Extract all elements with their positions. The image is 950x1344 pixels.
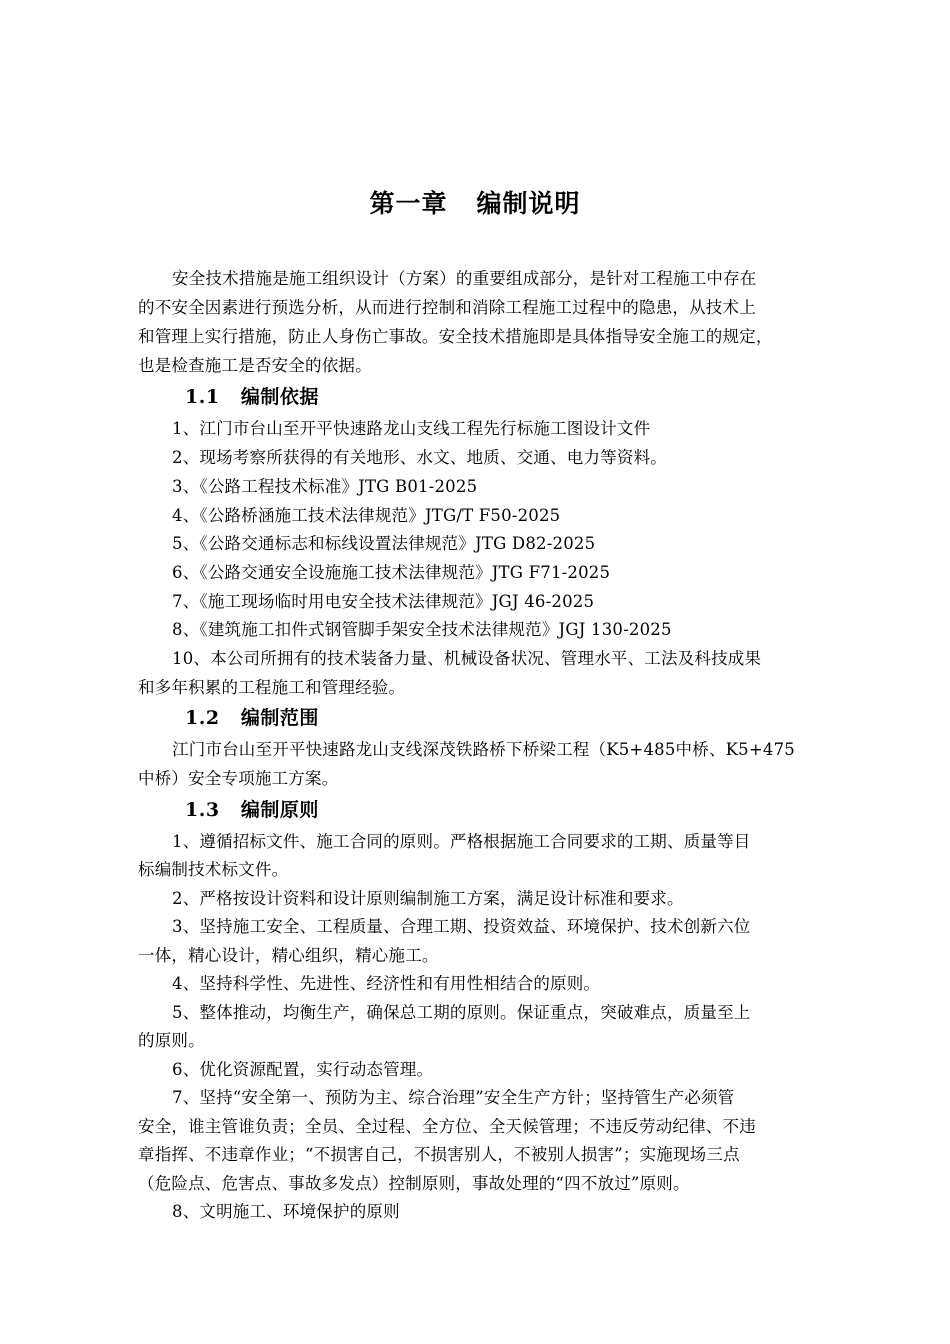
chapter-title: 第一章 编制说明 (369, 189, 581, 218)
principle-line: 安全，谁主管谁负责；全员、全过程、全方位、全天候管理；不违反劳动纪律、不违 (138, 1117, 756, 1136)
section-heading-1-3: 1.3 编制原则 (185, 799, 319, 821)
intro-line: 也是检查施工是否安全的依据。 (138, 356, 372, 375)
section-heading-1-2: 1.2 编制范围 (185, 707, 319, 729)
basis-item: 6、《公路交通安全设施施工技术法律规范》JTG F71-2025 (172, 563, 611, 582)
basis-item: 10、本公司所拥有的技术装备力量、机械设备状况、管理水平、工法及科技成果 (172, 649, 762, 668)
basis-item: 5、《公路交通标志和标线设置法律规范》JTG D82-2025 (172, 534, 596, 553)
principle-line: 一体，精心设计，精心组织，精心施工。 (138, 946, 439, 965)
principle-line: 1、遵循招标文件、施工合同的原则。严格根据施工合同要求的工期、质量等目 (172, 832, 751, 851)
basis-item: 2、现场考察所获得的有关地形、水文、地质、交通、电力等资料。 (172, 448, 667, 467)
scope-line: 中桥）安全专项施工方案。 (138, 769, 339, 788)
scope-line: 江门市台山至开平快速路龙山支线深茂铁路桥下桥梁工程（K5+485中桥、K5+475 (172, 740, 795, 759)
intro-line: 和管理上实行措施，防止人身伤亡事故。安全技术措施即是具体指导安全施工的规定， (138, 327, 773, 346)
basis-item: 3、《公路工程技术标准》JTG B01-2025 (172, 477, 478, 496)
basis-item: 8、《建筑施工扣件式钢管脚手架安全技术法律规范》JGJ 130-2025 (172, 620, 672, 639)
basis-item: 和多年积累的工程施工和管理经验。 (138, 678, 406, 697)
intro-line: 的不安全因素进行预选分析，从而进行控制和消除工程施工过程中的隐患，从技术上 (138, 298, 756, 317)
principle-line: 8、文明施工、环境保护的原则 (172, 1202, 400, 1221)
principle-line: 6、优化资源配置，实行动态管理。 (172, 1060, 434, 1079)
principle-line: 标编制技术标文件。 (138, 860, 289, 879)
principle-line: 4、坚持科学性、先进性、经济性和有用性相结合的原则。 (172, 974, 601, 993)
intro-line: 安全技术措施是施工组织设计（方案）的重要组成部分，是针对工程施工中存在 (172, 269, 757, 288)
principle-line: 7、坚持“安全第一、预防为主、综合治理”安全生产方针；坚持管生产必须管 (172, 1088, 735, 1107)
principle-line: 的原则。 (138, 1031, 205, 1050)
basis-item: 4、《公路桥涵施工技术法律规范》JTG/T F50-2025 (172, 506, 561, 525)
principle-line: 章指挥、不违章作业；“不损害自己，不损害别人，不被别人损害”；实施现场三点 (138, 1145, 740, 1164)
principle-line: 3、坚持施工安全、工程质量、合理工期、投资效益、环境保护、技术创新六位 (172, 917, 751, 936)
basis-item: 7、《施工现场临时用电安全技术法律规范》JGJ 46-2025 (172, 592, 595, 611)
principle-line: 5、整体推动，均衡生产，确保总工期的原则。保证重点，突破难点，质量至上 (172, 1003, 751, 1022)
principle-line: 2、严格按设计资料和设计原则编制施工方案，满足设计标准和要求。 (172, 889, 684, 908)
principle-line: （危险点、危害点、事故多发点）控制原则，事故处理的“四不放过”原则。 (138, 1174, 690, 1193)
basis-item: 1、江门市台山至开平快速路龙山支线工程先行标施工图设计文件 (172, 419, 651, 438)
section-heading-1-1: 1.1 编制依据 (185, 386, 319, 408)
